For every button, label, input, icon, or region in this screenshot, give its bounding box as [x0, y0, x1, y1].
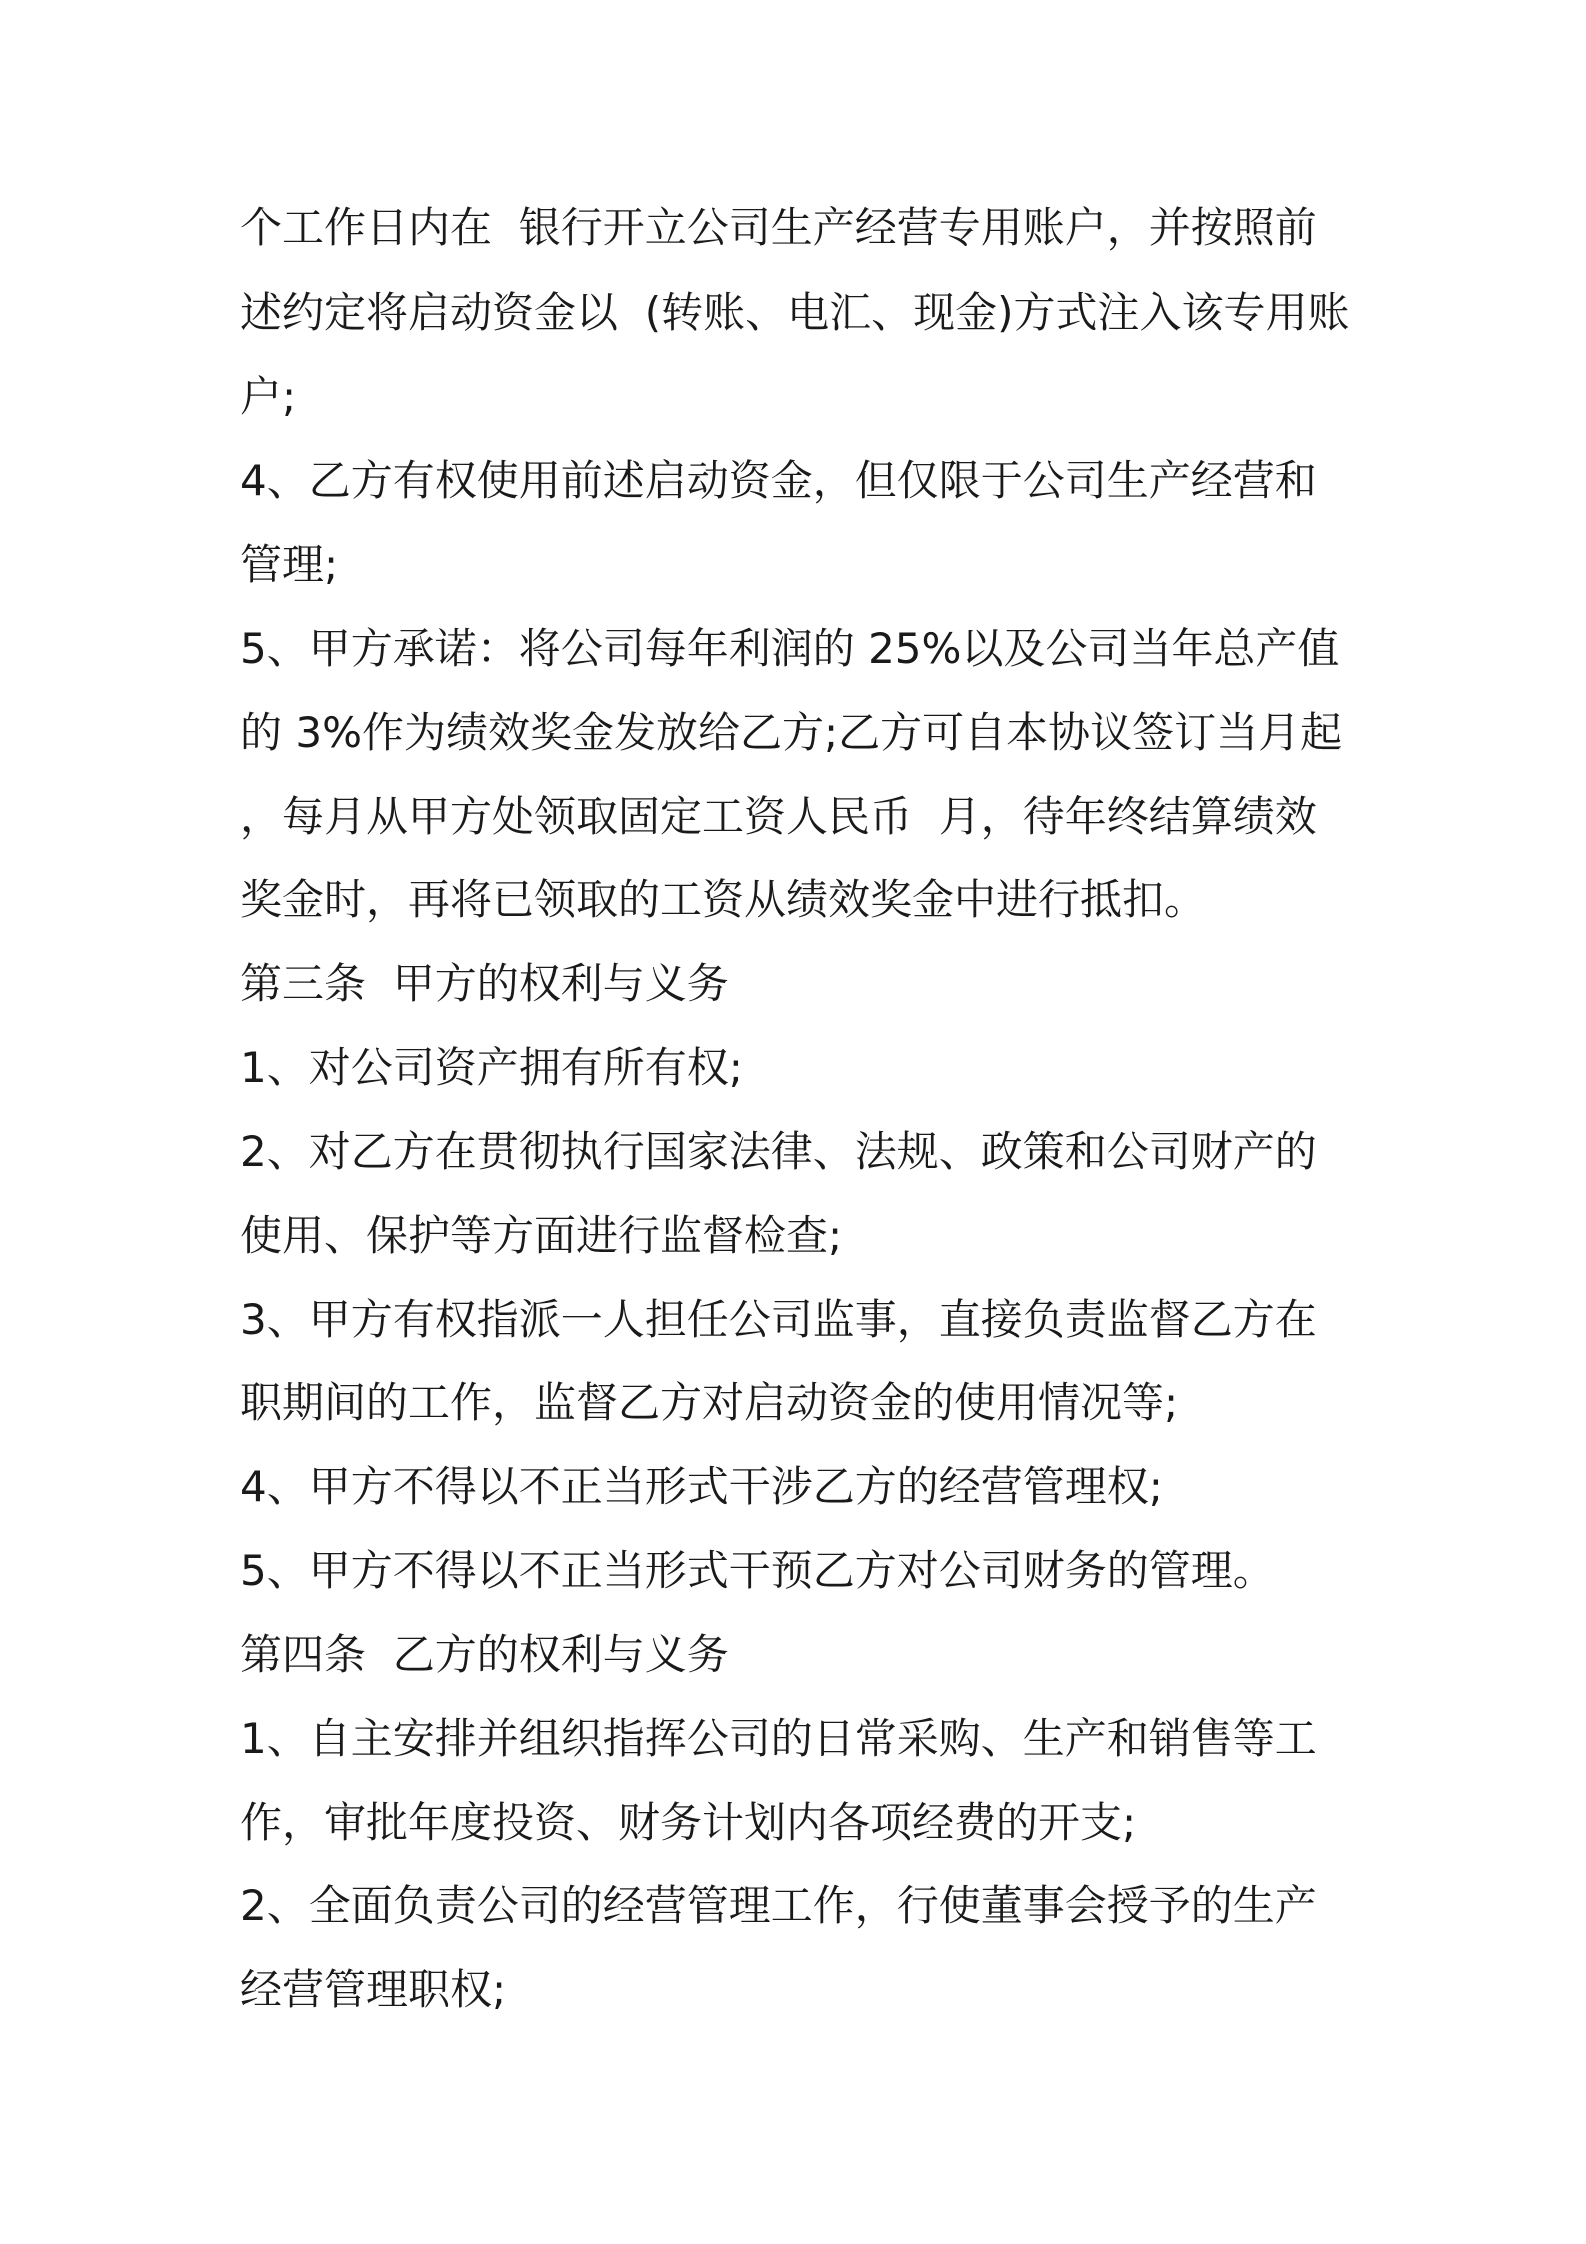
- text-line-article-3-item-1: 1、对公司资产拥有所有权;: [240, 1043, 743, 1092]
- text-line-item-5: 5、甲方承诺：将公司每年利润的 25%以及公司当年总产值: [240, 624, 1340, 673]
- text-line-transfer-method: 述约定将启动资金以 (转账、电汇、现金)方式注入该专用账: [240, 288, 1350, 337]
- text-line-item-5-cont: 的 3%作为绩效奖金发放给乙方;乙方可自本协议签订当月起: [240, 708, 1343, 757]
- text-line-article-4-item-2-end: 经营管理职权;: [240, 1965, 507, 2014]
- text-line-account-end: 户;: [240, 372, 297, 421]
- text-line-article-4-item-2: 2、全面负责公司的经营管理工作，行使董事会授予的生产: [240, 1881, 1317, 1930]
- text-line-item-5-end: 奖金时，再将已领取的工资从绩效奖金中进行抵扣。: [240, 875, 1207, 924]
- text-line-item-4: 4、乙方有权使用前述启动资金，但仅限于公司生产经营和: [240, 456, 1317, 505]
- text-line-article-3-item-4: 4、甲方不得以不正当形式干涉乙方的经营管理权;: [240, 1462, 1163, 1511]
- text-line-article-3-item-3: 3、甲方有权指派一人担任公司监事，直接负责监督乙方在: [240, 1295, 1317, 1344]
- text-line-article-4-item-1: 1、自主安排并组织指挥公司的日常采购、生产和销售等工: [240, 1714, 1317, 1763]
- text-line-item-4-end: 管理;: [240, 540, 339, 589]
- text-line-bank-account: 个工作日内在 银行开立公司生产经营专用账户，并按照前: [240, 203, 1317, 252]
- text-line-article-3-item-3-end: 职期间的工作，监督乙方对启动资金的使用情况等;: [240, 1378, 1179, 1427]
- section-heading-article-4: 第四条 乙方的权利与义务: [240, 1630, 729, 1679]
- text-line-item-5-salary: ，每月从甲方处领取固定工资人民币 月，待年终结算绩效: [240, 792, 1317, 841]
- text-line-article-3-item-5: 5、甲方不得以不正当形式干预乙方对公司财务的管理。: [240, 1546, 1275, 1595]
- text-line-article-3-item-2: 2、对乙方在贯彻执行国家法律、法规、政策和公司财产的: [240, 1127, 1317, 1176]
- section-heading-article-3: 第三条 甲方的权利与义务: [240, 959, 729, 1008]
- text-line-article-4-item-1-end: 作，审批年度投资、财务计划内各项经费的开支;: [240, 1798, 1137, 1847]
- text-line-article-3-item-2-end: 使用、保护等方面进行监督检查;: [240, 1211, 843, 1260]
